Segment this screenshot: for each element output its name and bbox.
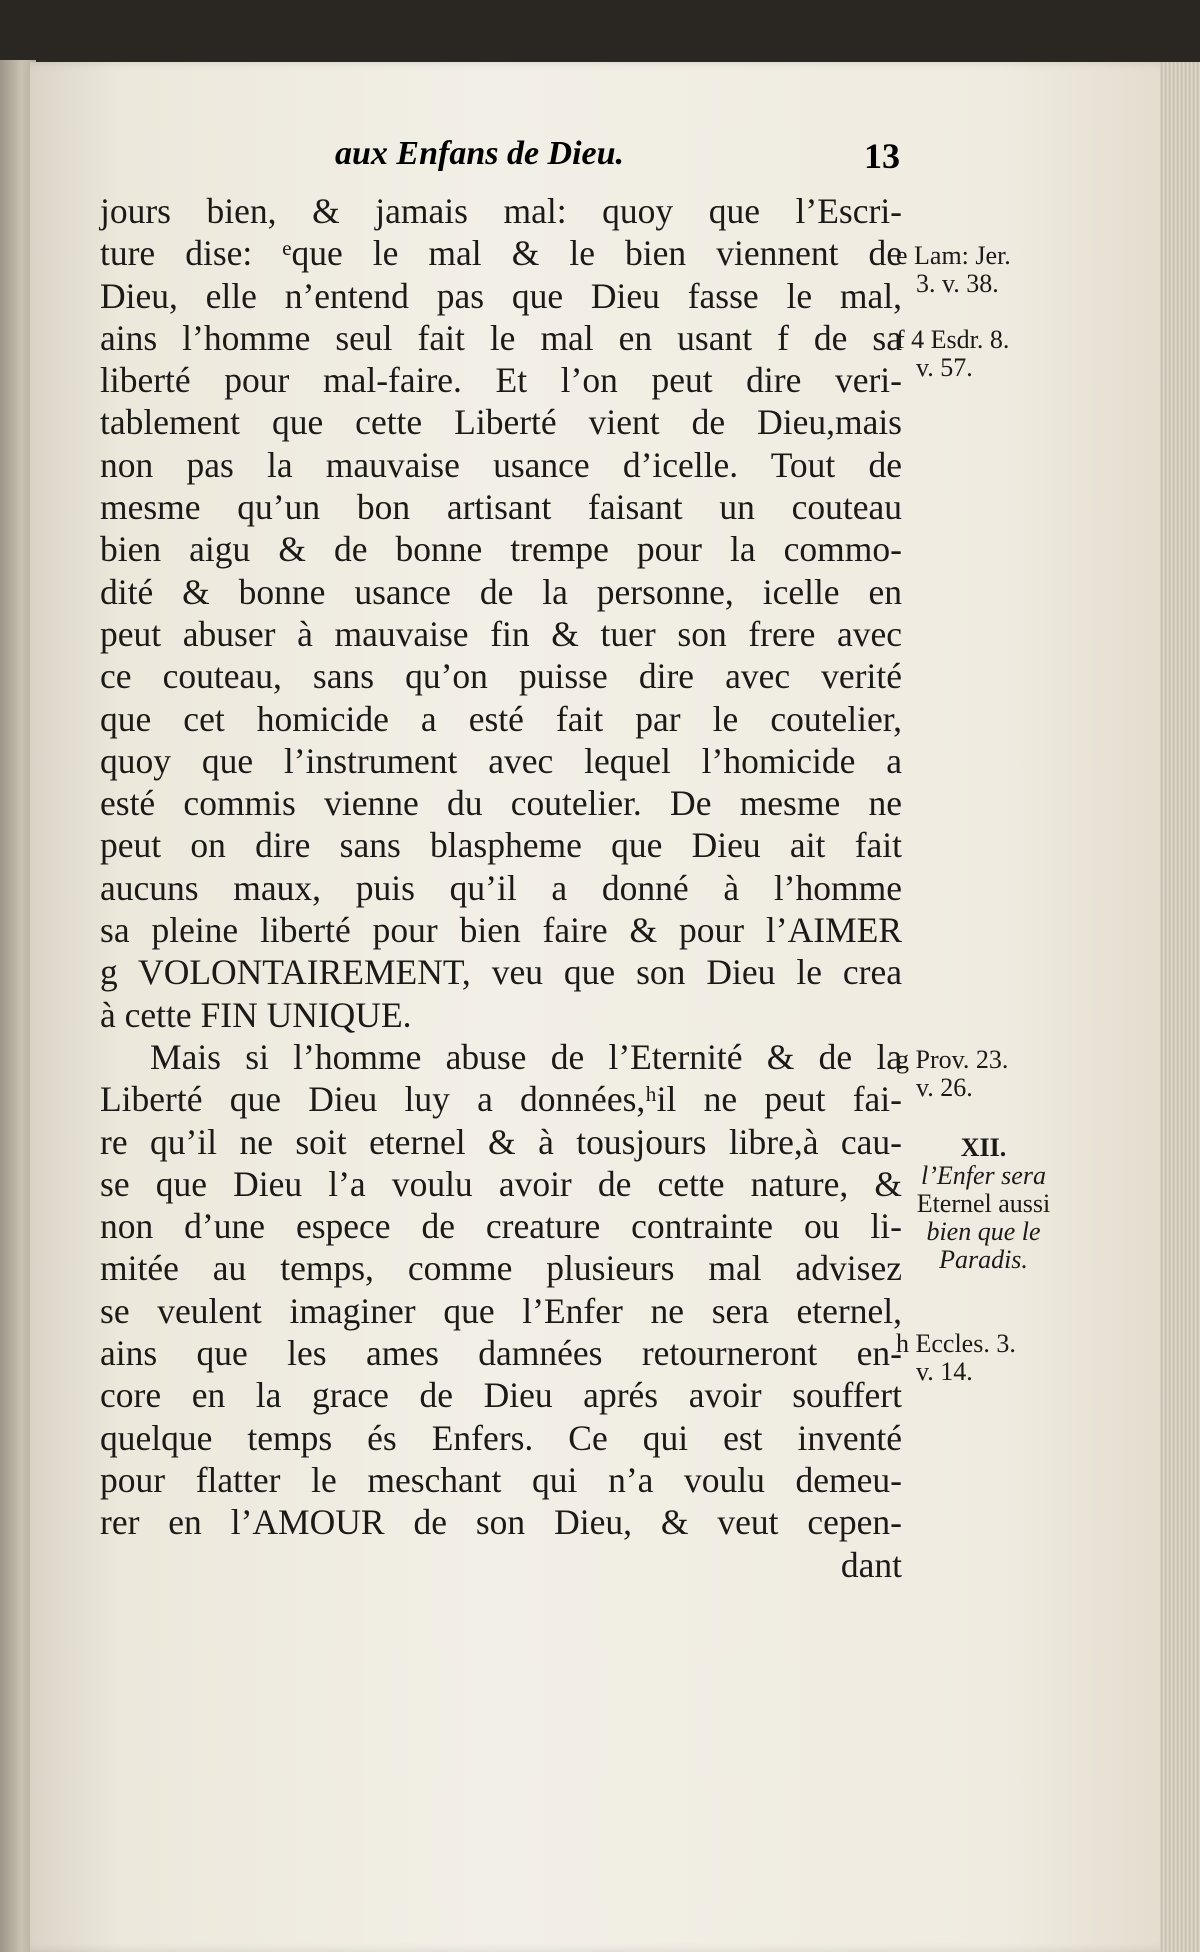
margin-note-section (896, 1134, 1071, 1274)
note-line: 3. v. 38. (916, 269, 999, 298)
catchword: dant (840, 1544, 902, 1585)
text-line: quoy que l’instrument avec lequel l’homicide a (100, 740, 902, 781)
margin-note-h (896, 1330, 1016, 1386)
text-line: sa pleine liberté pour bien faire & pour l’AIMER (100, 910, 902, 951)
text-line: se que Dieu l’a voulu avoir de cette nature, & (100, 1163, 902, 1204)
body-text (100, 190, 902, 1586)
text-line: ture dise: ᵉque le mal & le bien viennent de (100, 233, 902, 274)
note-line: l’Enfer sera (921, 1161, 1046, 1190)
text-line: bien aigu & de bonne trempe pour la commo- (100, 529, 902, 570)
text-line: esté commis vienne du coutelier. De mesme ne (100, 783, 902, 824)
text-line: rer en l’AMOUR de son Dieu, & veut cepen- (100, 1502, 902, 1543)
note-line: g Prov. 23. (896, 1045, 1009, 1074)
text-line: aucuns maux, puis qu’il a donné à l’homme (100, 867, 902, 908)
note-line: v. 57. (916, 353, 973, 382)
text-line: à cette FIN UNIQUE. (100, 994, 412, 1035)
note-line: Paradis. (939, 1245, 1028, 1274)
text-line: peut abuser à mauvaise fin & tuer son frere avec (100, 613, 902, 654)
section-number: XII. (960, 1133, 1007, 1162)
text-line: que cet homicide a esté fait par le coutelier, (100, 698, 902, 739)
page-number: 13 (864, 136, 900, 176)
text-line: Dieu, elle n’entend pas que Dieu fasse le mal, (100, 275, 902, 316)
text-line: re qu’il ne soit eternel & à tousjours libre,à cau- (100, 1121, 902, 1162)
text-line: core en la grace de Dieu aprés avoir souffert (100, 1375, 902, 1416)
note-line: v. 14. (916, 1357, 973, 1386)
text-line: non d’une espece de creature contrainte ou li- (100, 1206, 902, 1247)
text-line: ains l’homme seul fait le mal en usant f de sa (100, 317, 902, 358)
margin-note-g (896, 1046, 1008, 1102)
text-line: peut on dire sans blaspheme que Dieu ait fait (100, 825, 902, 866)
text-line: jours bien, & jamais mal: quoy que l’Escri- (100, 191, 902, 231)
text-line: mesme qu’un bon artisant faisant un couteau (100, 487, 902, 528)
margin-note-e (896, 242, 1011, 298)
text-line: quelque temps és Enfers. Ce qui est inventé (100, 1417, 902, 1458)
page-fore-edge (1160, 62, 1200, 1952)
margin-note-f (896, 326, 1009, 382)
text-line: pour flatter le meschant qui n’a voulu demeu- (100, 1459, 902, 1500)
text-line: non pas la mauvaise usance d’icelle. Tout de (100, 444, 902, 485)
text-line: ce couteau, sans qu’on puisse dire avec verité (100, 656, 902, 697)
text-line: g VOLONTAIREMENT, veu que son Dieu le crea (100, 952, 902, 993)
note-line: e Lam: Jer. (896, 241, 1011, 270)
text-line: se veulent imaginer que l’Enfer ne sera eternel, (100, 1290, 902, 1331)
note-line: h Eccles. 3. (896, 1329, 1016, 1358)
text-line: dité & bonne usance de la personne, icelle en (100, 571, 902, 612)
text-line: liberté pour mal-faire. Et l’on peut dire veri- (100, 360, 902, 401)
text-line: tablement que cette Liberté vient de Dieu,mais (100, 402, 902, 443)
note-line: v. 26. (916, 1073, 973, 1102)
note-line: f 4 Esdr. 8. (896, 325, 1010, 354)
running-head (335, 135, 900, 183)
text-line: mitée au temps, comme plusieurs mal advisez (100, 1248, 902, 1289)
note-line: bien que le (926, 1217, 1041, 1246)
note-line: Eternel aussi (916, 1189, 1051, 1218)
text-line: ains que les ames damnées retourneront en- (100, 1333, 902, 1374)
text-line: Liberté que Dieu luy a données,ʰil ne peut fai- (100, 1079, 902, 1120)
text-line: Mais si l’homme abuse de l’Eternité & de la (150, 1036, 902, 1077)
running-title: aux Enfans de Dieu. (335, 135, 625, 172)
